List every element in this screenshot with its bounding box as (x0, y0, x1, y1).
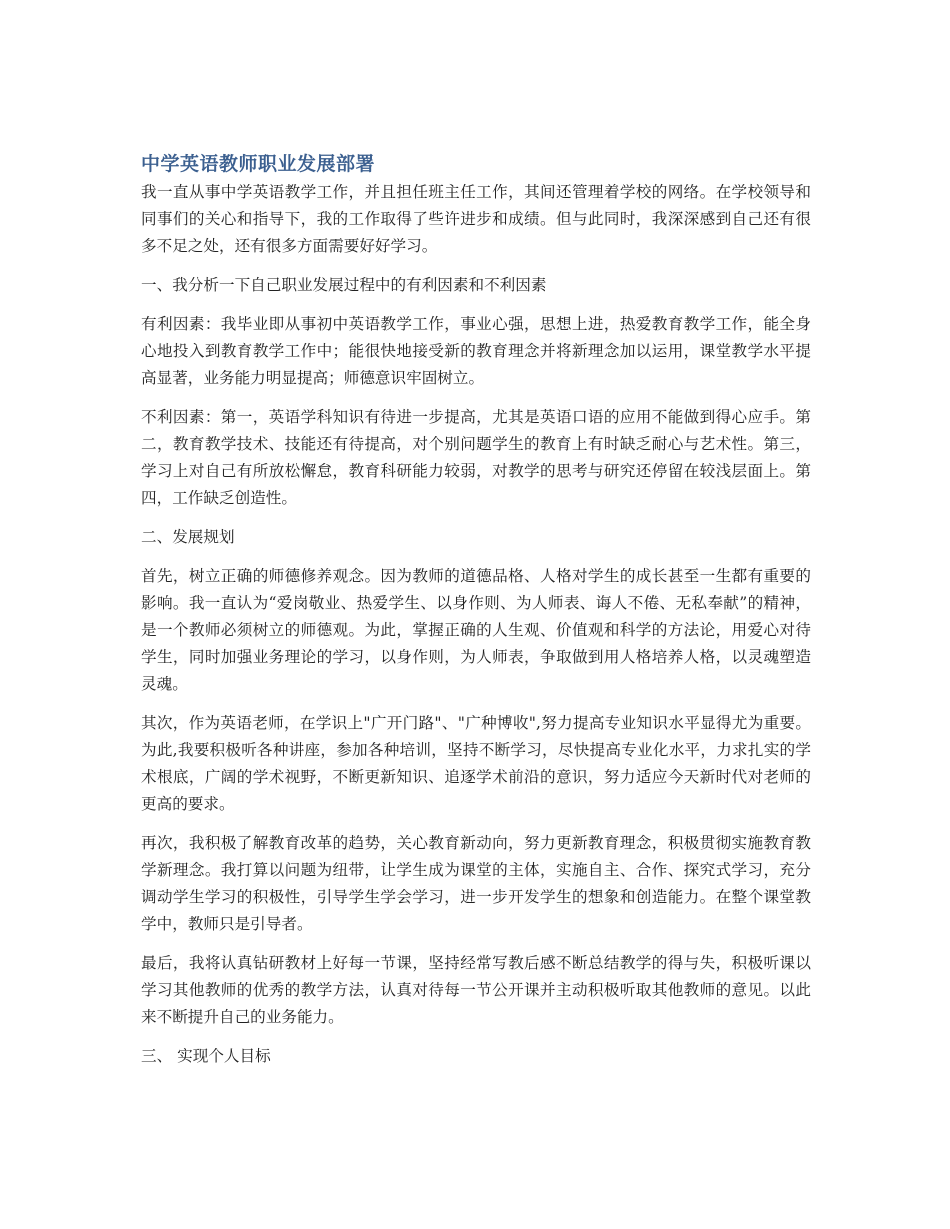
plan-last-paragraph: 最后，我将认真钻研教材上好每一节课，坚持经常写教后感不断总结教学的得与失，积极听课以学习其他教师的优秀的教学方法，认真对待每一节公开课并主动积极听取其他教师的意见。以此来不断提升自己的业务能力。 (141, 954, 811, 1026)
plan-first-paragraph: 首先，树立正确的师德修养观念。因为教师的道德品格、人格对学生的成长甚至一生都有重要的影响。我一直认为“爱岗敬业、热爱学生、以身作则、为人师表、诲人不倦、无私奉献”的精神，是一个教师必须树立的师德观。为此，掌握正确的人生观、价值观和科学的方法论，用爱心对待学生，同时加强业务理论的学习，以身作则，为人师表，争取做到用人格培养人格，以灵魂塑造灵魂。 (141, 567, 811, 693)
unfavorable-factors-paragraph: 不利因素：第一，英语学科知识有待进一步提高，尤其是英语口语的应用不能做到得心应手。第二，教育教学技术、技能还有待提高，对个别问题学生的教育上有时缺乏耐心与艺术性。第三，学习上对自己有所放松懈怠，教育科研能力较弱，对教学的思考与研究还停留在较浅层面上。第四，工作缺乏创造性。 (141, 408, 811, 507)
favorable-factors-paragraph: 有利因素：我毕业即从事初中英语教学工作，事业心强，思想上进，热爱教育教学工作，能全身心地投入到教育教学工作中；能很快地接受新的教育理念并将新理念加以运用，课堂教学水平提高显著，业务能力明显提高；师德意识牢固树立。 (141, 315, 811, 387)
document-title: 中学英语教师职业发展部署 (141, 153, 376, 175)
plan-second-paragraph: 其次，作为英语老师，在学识上"广开门路"、"广种博收",努力提高专业知识水平显得尤为重要。为此,我要积极听各种讲座，参加各种培训，坚持不断学习，尽快提高专业化水平，力求扎实的学术根底，广阔的学术视野，不断更新知识、追逐学术前沿的意识，努力适应今天新时代对老师的更高的要求。 (141, 714, 811, 813)
intro-paragraph: 我一直从事中学英语教学工作，并且担任班主任工作，其间还管理着学校的网络。在学校领导和同事们的关心和指导下，我的工作取得了些许进步和成绩。但与此同时，我深深感到自己还有很多不足之处，还有很多方面需要好好学习。 (141, 183, 811, 255)
plan-third-paragraph: 再次，我积极了解教育改革的趋势，关心教育新动向，努力更新教育理念，积极贯彻实施教育教学新理念。我打算以问题为纽带，让学生成为课堂的主体，实施自主、合作、探究式学习，充分调动学生学习的积极性，引导学生学会学习，进一步开发学生的想象和创造能力。在整个课堂教学中，教师只是引导者。 (141, 834, 811, 933)
document-body (141, 151, 811, 1082)
section-heading-analysis: 一、我分析一下自己职业发展过程中的有利因素和不利因素 (141, 276, 547, 294)
section-heading-goals: 三、 实现个人目标 (141, 1047, 271, 1065)
section-heading-plan: 二、发展规划 (141, 528, 235, 546)
